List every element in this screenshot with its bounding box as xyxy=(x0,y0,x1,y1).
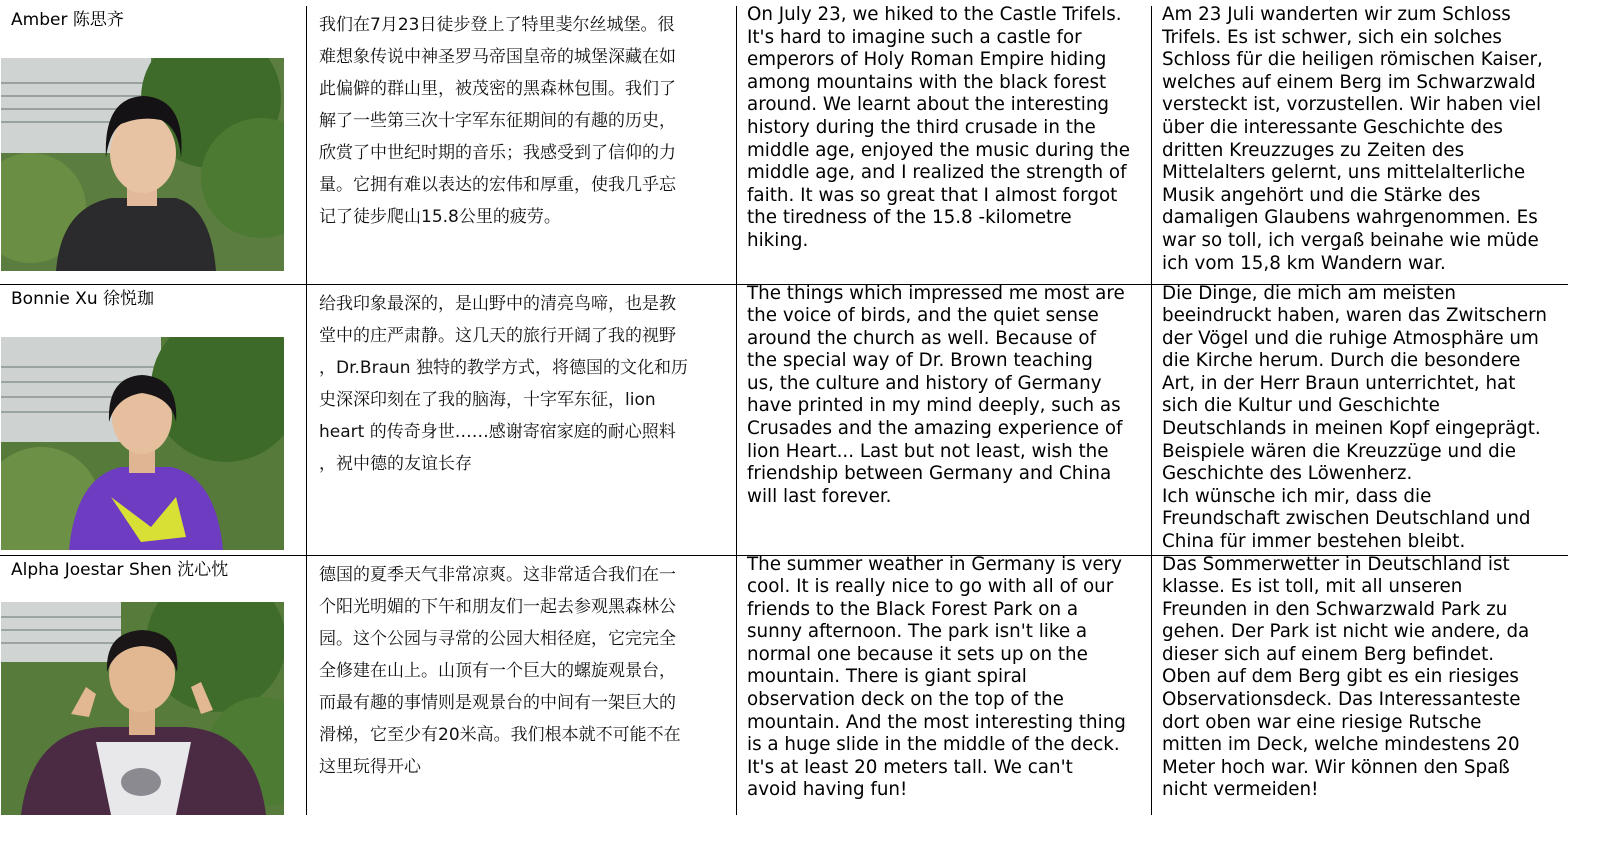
german-text: Die Dinge, die mich am meisten beeindruckt haben, waren das Zwitschern der Vögel und die ruhige Atmosphäre um die Kirche herum. Durch die besondere Art, in der Herr Braun unterrichtet, hat sich die Kultur und Geschichte Deutschlands in meinen Kopf eingeprägt. Beispiele wären die Kreuzzüge und die Geschichte des Löwenherz. Ich wünsche ich mir, dass die Freundschaft zwischen Deutschland und China für immer bestehen bleibt. xyxy=(1162,282,1547,553)
chinese-text: 德国的夏季天气非常凉爽。这非常适合我们在一 个阳光明媚的下午和朋友们一起去参观黑森林公 园。这个公园与寻常的公园大相径庭，它完完全 全修建在山上。山顶有一个巨大的螺旋观景台， 而最有趣的事情则是观景台的中间有一架巨大的 滑梯，它至少有20米高。我们根本就不可能不在 这里玩得开心 xyxy=(319,564,681,777)
portrait-photo xyxy=(1,58,284,271)
student-name: Alpha Joestar Shen 沈心忱 xyxy=(11,559,229,580)
english-cell xyxy=(737,284,1152,555)
student-cell xyxy=(0,6,307,284)
german-cell xyxy=(1152,555,1569,815)
table-row xyxy=(0,284,1568,555)
english-cell xyxy=(737,6,1152,284)
german-cell xyxy=(1152,6,1569,284)
student-cell xyxy=(0,555,307,815)
portrait-photo xyxy=(1,602,284,815)
english-text: On July 23, we hiked to the Castle Trifels. It's hard to imagine such a castle for emperors of Holy Roman Empire hiding among mountains with the black forest around. We learnt about the interesting history during the third crusade in the middle age, enjoyed the music during the middle age, and I realized the strength of faith. It was so great that I almost forgot the tiredness of the 15.8 -kilometre hiking. xyxy=(747,4,1130,251)
english-cell xyxy=(737,555,1152,815)
table-row xyxy=(0,6,1568,284)
portrait-photo xyxy=(1,337,284,550)
english-text: The summer weather in Germany is very cool. It is really nice to go with all of our friends to the Black Forest Park on a sunny afternoon. The park isn't like a normal one because it sets up on the mountain. There is giant spiral observation deck on the top of the mountain. And the most interesting thing is a huge slide in the middle of the deck. It's at least 20 meters tall. We can't avoid having fun! xyxy=(747,553,1126,801)
student-table xyxy=(0,6,1568,815)
student-name: Bonnie Xu 徐悦珈 xyxy=(11,288,155,309)
chinese-cell xyxy=(307,284,737,555)
chinese-text: 给我印象最深的，是山野中的清亮鸟啼，也是教 堂中的庄严肃静。这几天的旅行开阔了我的视野 ，Dr.Braun 独特的教学方式，将德国的文化和历 史深深印刻在了我的脑海，十字军东征，lion heart 的传奇身世……感谢寄宿家庭的耐心照料 ，祝中德的友谊长存 xyxy=(319,293,688,474)
chinese-cell xyxy=(307,6,737,284)
german-text: Das Sommerwetter in Deutschland ist klasse. Es ist toll, mit all unseren Freunden in den Schwarzwald Park zu gehen. Der Park ist nicht wie andere, da dieser sich auf einem Berg befindet. Oben auf dem Berg gibt es ein riesiges Observationsdeck. Das Interessanteste dort oben war eine riesige Rutsche mitten im Deck, welche mindestens 20 Meter hoch war. Wir können den Spaß nicht vermeiden! xyxy=(1162,553,1530,801)
table-row xyxy=(0,555,1568,815)
german-cell xyxy=(1152,284,1569,555)
student-cell xyxy=(0,284,307,555)
student-name: Amber 陈思齐 xyxy=(11,10,124,30)
chinese-cell xyxy=(307,555,737,815)
english-text: The things which impressed me most are the voice of birds, and the quiet sense around the church as well. Because of the special way of Dr. Brown teaching us, the culture and history of Germany have printed in my mind deeply, such as Crusades and the amazing experience of lion Heart... Last but not least, wish the friendship between Germany and China will last forever. xyxy=(747,282,1125,507)
german-text: Am 23 Juli wanderten wir zum Schloss Trifels. Es ist schwer, sich ein solches Schloss für die heiligen römischen Kaiser, welches auf einem Berg im Schwarzwald versteckt ist, vorzustellen. Wir haben viel über die interessante Geschichte des dritten Kreuzzuges zu Zeiten des Mittelalters gelernt, uns mittelalterliche Musik angehört und die Stärke des damaligen Glaubens wahrgenommen. Es war so toll, ich vergaß beinahe wie müde ich vom 15,8 km Wandern war. xyxy=(1162,4,1543,274)
chinese-text: 我们在7月23日徒步登上了特里斐尔丝城堡。很 难想象传说中神圣罗马帝国皇帝的城堡深藏在如 此偏僻的群山里，被茂密的黑森林包围。我们了 解了一些第三次十字军东征期间的有趣的历史， 欣赏了中世纪时期的音乐；我感受到了信仰的力 量。它拥有难以表达的宏伟和厚重，使我几乎忘 记了徒步爬山15.8公里的疲劳。 xyxy=(319,15,676,227)
